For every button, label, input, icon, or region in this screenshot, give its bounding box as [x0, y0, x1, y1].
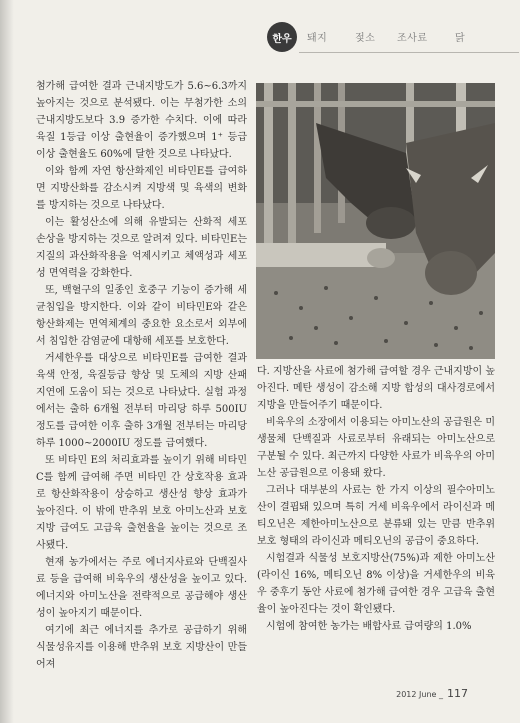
paragraph: 또 비타민 E의 처리효과를 높이기 위해 비타민C를 함께 급여해 주면 비타민 간 상호작용 효과로 항산화작용이 상승하고 생산성 향상 효과가 높아진다. 이 밖에 반추위 보호 아미노산과 보호지방 급여도 고급육 출현율을 높이는 것으로 조사됐다. [36, 455, 247, 551]
page-footer [396, 687, 468, 700]
article-right-column [257, 363, 495, 635]
nav-item-hanwoo-active[interactable]: 한우 [267, 22, 297, 52]
nav-item-chicken[interactable]: 닭 [455, 33, 466, 44]
nav-item-dairy[interactable]: 젖소 [355, 33, 376, 44]
nav-divider [299, 52, 519, 53]
paragraph: 거세한우를 대상으로 비타민E를 급여한 결과 육색 안정, 육질등급 향상 및 도체의 지방 산패 지연에 도움이 되는 것으로 나타났다. 실험 과정에서는 출하 6개월 전부터 마리당 하루 500IU 정도를 급여한 이후 출하 3개월 전부터는 마리당 하루 1000~2000IU 정도를 급여했다. [36, 353, 247, 449]
article-left-column [36, 78, 247, 673]
cattle-photo [256, 83, 495, 359]
nav-item-pig[interactable]: 돼지 [307, 33, 328, 44]
paragraph: 현재 농가에서는 주로 에너지사료와 단백질사료 등을 급여해 비육우의 생산성을 높이고 있다. 에너지와 아미노산을 전략적으로 공급해야 생산성이 높아지기 때문이다. [36, 557, 247, 619]
paragraph: 시험에 참여한 농가는 배합사료 급여량의 1.0% [266, 621, 472, 632]
page-gutter-shadow [0, 0, 14, 723]
paragraph: 이와 함께 자연 항산화제인 비타민E를 급여하면 지방산화를 감소시켜 지방색 및 육색의 변화를 방지하는 것으로 나타났다. [36, 166, 247, 211]
paragraph: 첨가해 급여한 결과 근내지방도가 5.6~6.3까지 높아지는 것으로 분석됐다. 이는 무첨가한 소의 근내지방도보다 3.9 증가한 수치다. 이에 따라 육질 1등급 이상 출현율이 증가했으며 1⁺ 등급 이상 출현율도 60%에 달한 것으로 나타났다. [36, 81, 247, 160]
paragraph: 다. 지방산을 사료에 첨가해 급여할 경우 근내지방이 높아진다. 메탄 생성이 감소해 지방 합성의 대사경로에서 지방을 만들어주기 때문이다. [257, 366, 495, 411]
paragraph: 또, 백혈구의 일종인 호중구 기능이 증가해 세균침입을 방지한다. 이와 같이 비타민E와 같은 항산화제는 면역체계의 중요한 요소로서 외부에서 침입한 감염균에 대항해 세포를 보호한다. [36, 285, 247, 347]
page-number: 117 [447, 687, 468, 700]
paragraph: 여기에 최근 에너지를 추가로 공급하기 위해 식물성유지를 이용해 반추위 보호 지방산이 만들어져 [36, 625, 247, 670]
category-nav [265, 22, 520, 52]
paragraph: 그러나 대부분의 사료는 한 가지 이상의 필수아미노산이 결핍돼 있으며 특히 거세 비육우에서 라이신과 메티오닌은 제한아미노산으로 분류돼 있는 만큼 반추위 보호 형태의 라이신과 메티오닌의 공급이 중요하다. [257, 485, 495, 547]
issue-label: 2012 June _ [396, 690, 443, 699]
cattle-photo-image [256, 83, 495, 359]
paragraph: 시험결과 식물성 보호지방산(75%)과 제한 아미노산(라이신 16%, 메티오닌 8% 이상)을 거세한우의 비육우 중후기 동안 사료에 첨가해 급여한 경우 고급육 출현율이 높아진다는 것이 확인됐다. [257, 553, 495, 615]
nav-item-forage[interactable]: 조사료 [397, 33, 428, 44]
paragraph: 이는 활성산소에 의해 유발되는 산화적 세포 손상을 방지하는 것으로 알려져 있다. 비타민E는 지질의 과산화작용을 억제시키고 체액성과 세포성 면역력을 강화한다. [36, 217, 247, 279]
paragraph: 비육우의 소장에서 이용되는 아미노산의 공급원은 미생물체 단백질과 사료로부터 유래되는 아미노산으로 구분될 수 있다. 최근까지 다양한 사료가 비육우의 아미노산 공급원으로 이용돼 왔다. [257, 417, 495, 479]
